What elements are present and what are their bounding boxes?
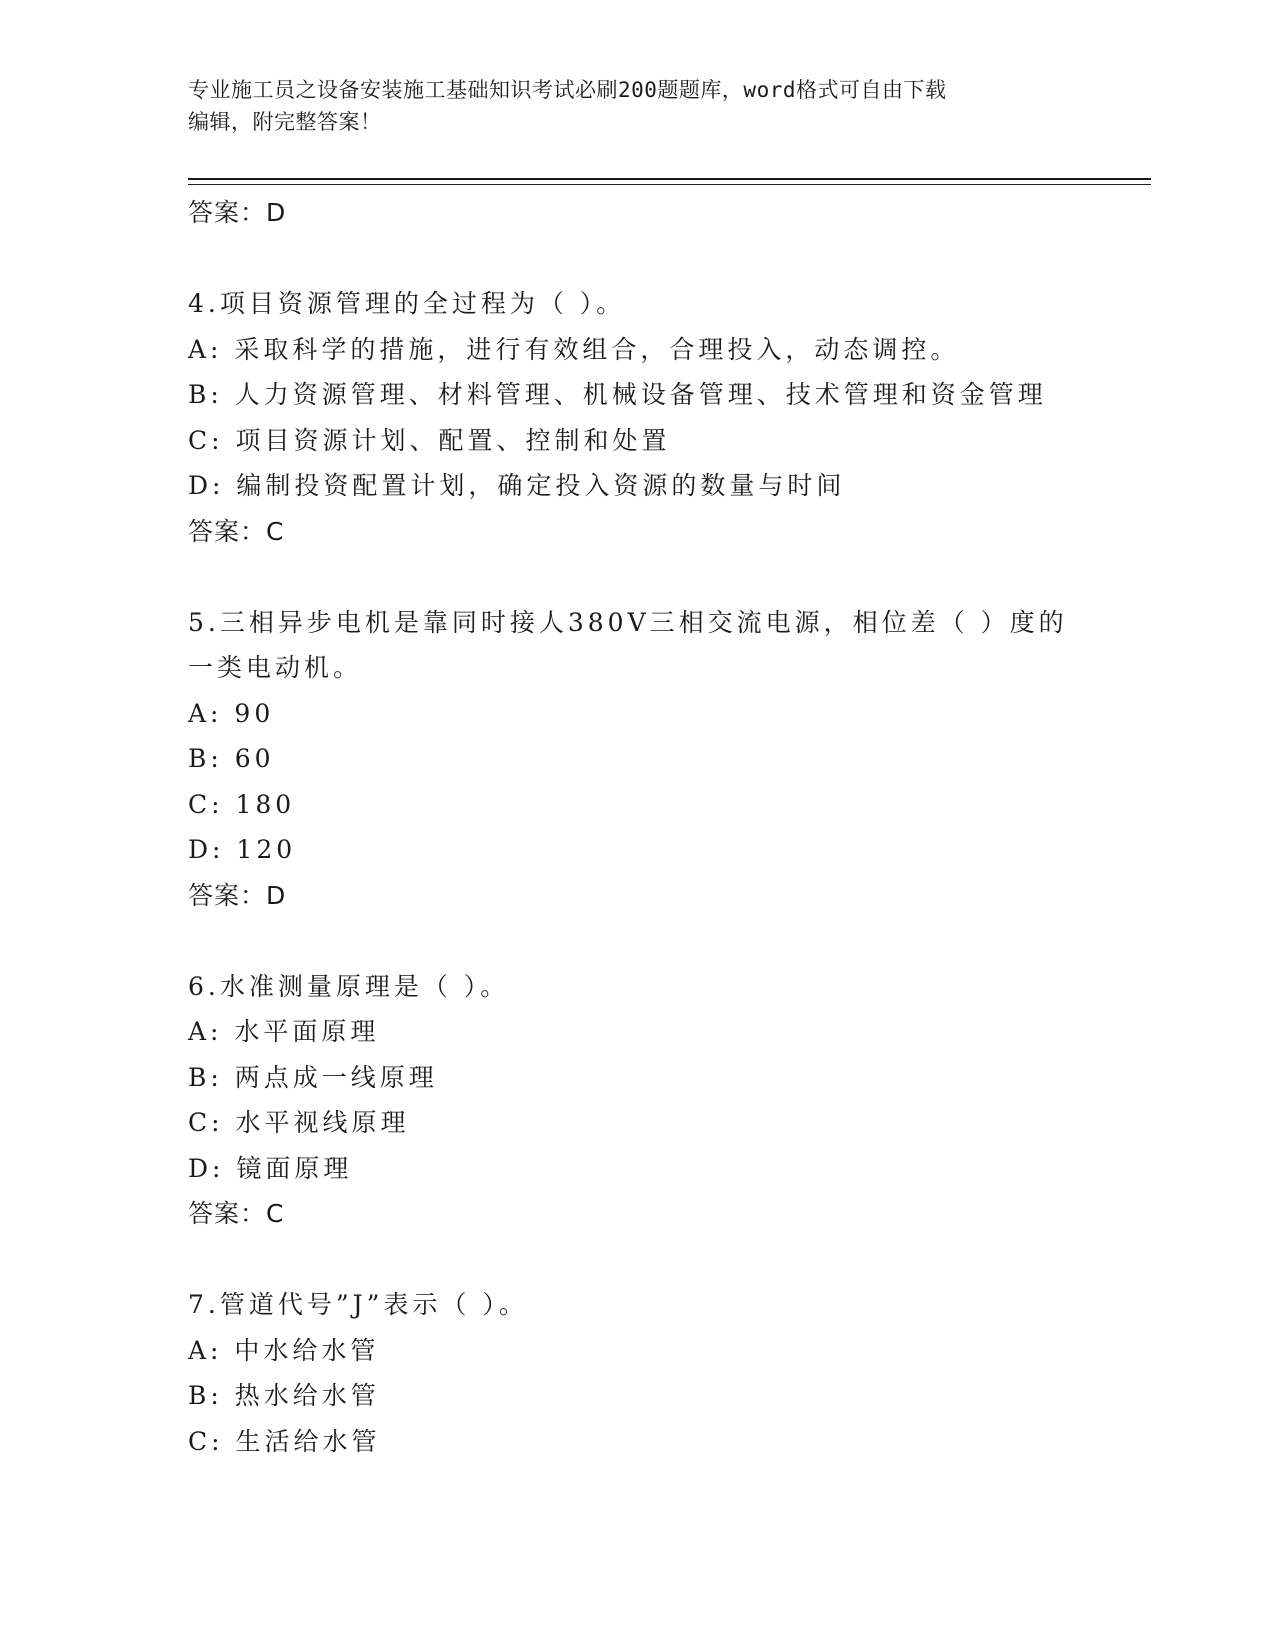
option-a: A: 水平面原理 (188, 1017, 380, 1046)
header-line-2: 编辑，附完整答案！ (188, 110, 382, 134)
document-body (188, 190, 1088, 1464)
spacer (188, 918, 1088, 964)
option-b: B: 60 (188, 744, 275, 773)
question-6 (188, 964, 1088, 1237)
option-d: D: 120 (188, 835, 297, 864)
option-a: A: 中水给水管 (188, 1335, 380, 1365)
option-b: B: 两点成一线原理 (188, 1062, 438, 1092)
question-stem: 5.三相异步电机是靠同时接人380V三相交流电源，相位差（ ）度的 (188, 607, 1068, 637)
question-stem: 7.管道代号”J”表示（ ）。 (188, 1290, 528, 1319)
question-stem: 4.项目资源管理的全过程为（ ）。 (188, 289, 626, 318)
question-7 (188, 1282, 1088, 1464)
spacer (188, 554, 1088, 600)
header-divider-thick (188, 178, 1151, 180)
option-c: C: 生活给水管 (188, 1426, 381, 1456)
option-c: C: 项目资源计划、配置、控制和处置 (188, 425, 671, 455)
header-line-1: 专业施工员之设备安装施工基础知识考试必刷200题题库，word格式可自由下载 (188, 78, 947, 102)
page-header (188, 74, 1068, 138)
spacer (188, 236, 1088, 282)
answer-line: 答案：C (188, 1199, 285, 1228)
question-4 (188, 281, 1088, 554)
option-d: D: 镜面原理 (188, 1153, 353, 1183)
option-b: B: 人力资源管理、材料管理、机械设备管理、技术管理和资金管理 (188, 380, 1047, 409)
header-divider-thin (188, 184, 1151, 185)
option-d: D: 编制投资配置计划，确定投入资源的数量与时间 (188, 471, 846, 500)
answer-line: 答案：D (188, 880, 287, 910)
option-a: A: 90 (188, 698, 275, 728)
option-c: C: 水平视线原理 (188, 1108, 410, 1137)
question-3-tail (188, 190, 1088, 236)
question-stem: 6.水准测量原理是（ ）。 (188, 971, 510, 1001)
answer-line: 答案：C (188, 516, 285, 546)
answer-line: 答案：D (188, 198, 287, 227)
question-5 (188, 600, 1088, 919)
option-b: B: 热水给水管 (188, 1381, 380, 1410)
option-c: C: 180 (188, 789, 296, 819)
spacer (188, 1237, 1088, 1283)
question-stem-continued: 一类电动机。 (188, 653, 363, 682)
option-a: A: 采取科学的措施，进行有效组合，合理投入，动态调控。 (188, 334, 960, 364)
